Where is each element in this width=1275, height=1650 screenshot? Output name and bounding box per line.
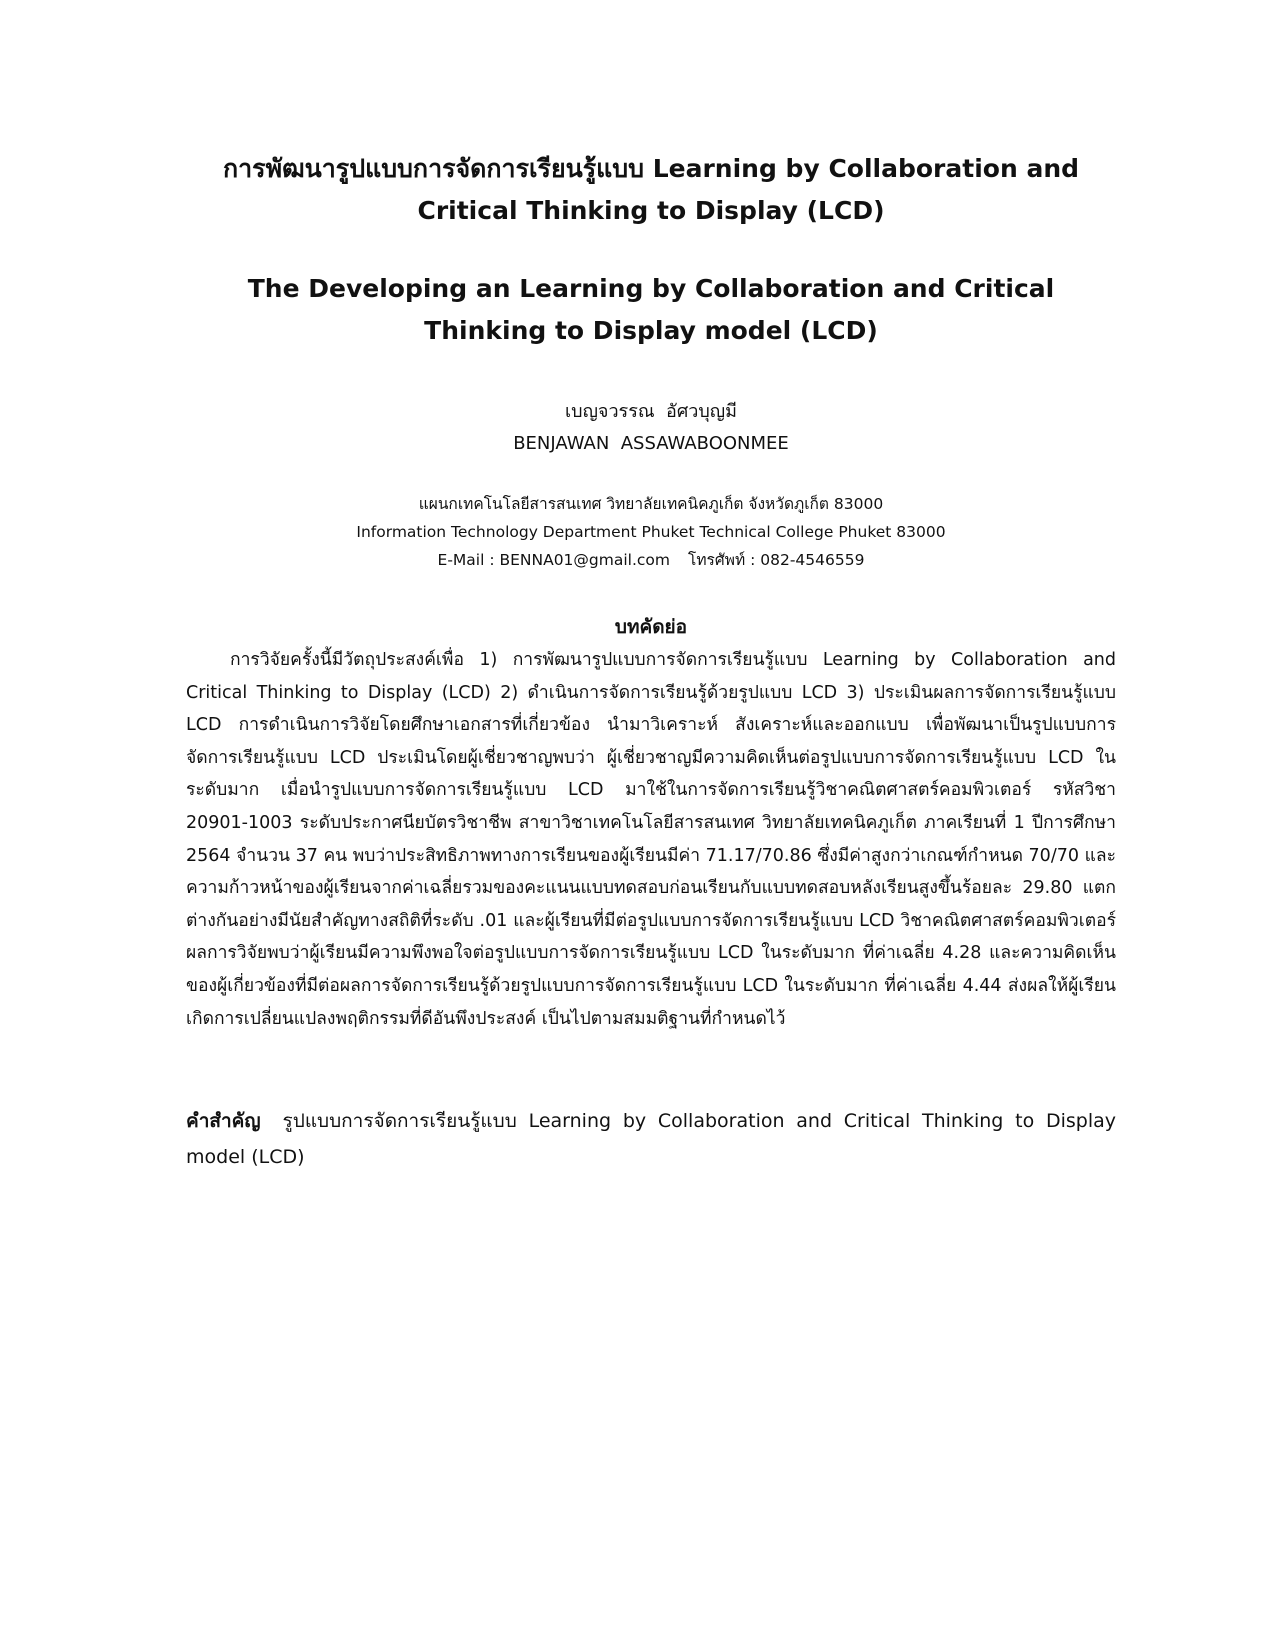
abstract-body: การวิจัยครั้งนี้มีวัตถุประสงค์เพื่อ 1) การพัฒนารูปแบบการจัดการเรียนรู้แบบ Learning by Collaboration and Critical Thinking to Display (LCD) 2) ดำเนินการจัดการเรียนรู้ด้วยรูปแบบ LCD 3) ประเมินผลการจัดการเรียนรู้แบบ LCD การดำเนินการวิจัยโดยศึกษาเอกสารที่เกี่ยวข้อง นำมาวิเคราะห์ สังเคราะห์และออกแบบ เพื่อพัฒนาเป็นรูปแบบการจัดการเรียนรู้แบบ LCD ประเมินโดยผู้เชี่ยวชาญพบว่า ผู้เชี่ยวชาญมีความคิดเห็นต่อรูปแบบการจัดการเรียนรู้แบบ LCD ในระดับมาก เมื่อนำรูปแบบการจัดการเรียนรู้แบบ LCD มาใช้ในการจัดการเรียนรู้วิชาคณิตศาสตร์คอมพิวเตอร์ รหัสวิชา 20901-1003 ระดับประกาศนียบัตรวิชาชีพ สาขาวิชาเทคโนโลยีสารสนเทศ วิทยาลัยเทคนิคภูเก็ต ภาคเรียนที่ 1 ปีการศึกษา 2564 จำนวน 37 คน พบว่าประสิทธิภาพทางการเรียนของผู้เรียนมีค่า 71.17/70.86 ซึ่งมีค่าสูงกว่าเกณฑ์กำหนด 70/70 และความก้าวหน้าของผู้เรียนจากค่าเฉลี่ยรวมของคะแนนแบบทดสอบก่อนเรียนกับแบบทดสอบหลังเรียนสูงขึ้นร้อยละ 29.80 แตกต่างกันอย่างมีนัยสำคัญทางสถิติที่ระดับ .01 และผู้เรียนที่มีต่อรูปแบบการจัดการเรียนรู้แบบ LCD วิชาคณิตศาสตร์คอมพิวเตอร์ ผลการวิจัยพบว่าผู้เรียนมีความพึงพอใจต่อรูปแบบการจัดการเรียนรู้แบบ LCD ในระดับมาก ที่ค่าเฉลี่ย 4.28 และความคิดเห็นของผู้เกี่ยวข้องที่มีต่อผลการจัดการเรียนรู้ด้วยรูปแบบการจัดการเรียนรู้แบบ LCD ในระดับมาก ที่ค่าเฉลี่ย 4.44 ส่งผลให้ผู้เรียนเกิดการเปลี่ยนแปลงพฤติกรรมที่ดีอันพึงประสงค์ เป็นไปตามสมมติฐานที่กำหนดไว้ [186,650,1116,1029]
author-name-english: BENJAWAN ASSAWABOONMEE [513,433,789,454]
email-text: E-Mail : BENNA01@gmail.com [437,551,671,569]
title-thai: การพัฒนารูปแบบการจัดการเรียนรู้แบบ Learning by Collaboration and Critical Thinking to Display (LCD) [222,154,1080,225]
paper-content [186,148,1116,1175]
keywords-section [186,1103,1116,1175]
contact-line [186,546,1116,574]
title-english: The Developing an Learning by Collaboration and Critical Thinking to Display model (LCD) [247,274,1055,345]
keywords-text: รูปแบบการจัดการเรียนรู้แบบ Learning by Collaboration and Critical Thinking to Display model (LCD) [186,1110,1116,1169]
author-block [186,396,1116,460]
author-name-thai: เบญจวรรณ อัศวบุญมี [564,401,738,422]
keywords-label: คำสำคัญ [186,1110,261,1133]
affiliation-english: Information Technology Department Phuket Technical College Phuket 83000 [356,523,946,541]
affiliation-thai: แผนกเทคโนโลยีสารสนเทศ วิทยาลัยเทคนิคภูเก็ต จังหวัดภูเก็ต 83000 [418,495,884,513]
affiliation-block [186,490,1116,574]
phone-text: โทรศัพท์ : 082-4546559 [688,551,865,569]
abstract-heading: บทคัดย่อ [614,616,688,638]
